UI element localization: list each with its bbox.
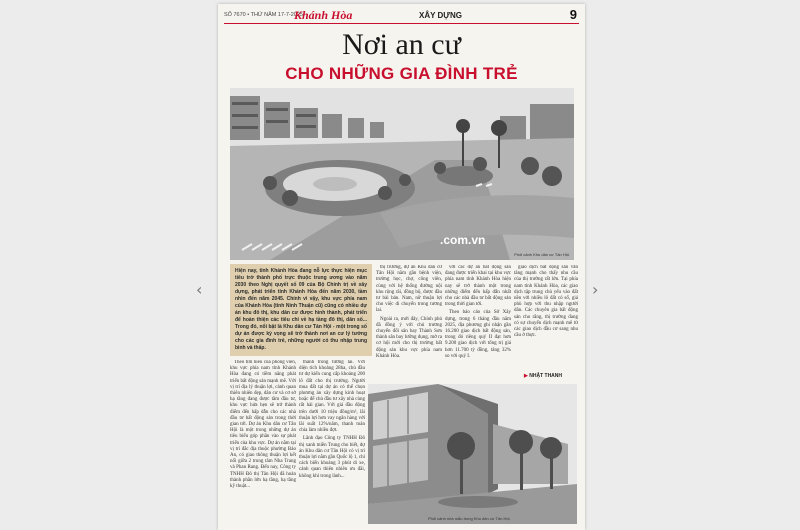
headline-line1: Nơi an cư (342, 28, 461, 61)
author-name: NHẬT THANH (529, 373, 563, 379)
page-number: 9 (569, 7, 577, 22)
next-page-arrow[interactable]: › (592, 280, 599, 299)
paragraph: thị trường, dự án Khu dân cư Tân Hội nằm gần bệnh viện, trường học, chợ, công viên, cùng với hệ thống đường nội khu rộng rãi, đồng bộ, được đầu tư bài bản. Nam, nữ thuận lợi cho việc di chuyển trong tương lai. (376, 265, 442, 314)
paragraph: Ngoài ra, mới đây, Chính phủ đã đồng ý với chủ trương chuyển đổi sân bay Thành Sơn thành sân bay lưỡng dụng, mở ra cơ hội mới cho thị trường bất động sản khu vực phía nam Khánh Hòa. (376, 316, 442, 359)
watermark: .com.vn (440, 233, 486, 247)
aerial-photo (230, 88, 574, 260)
paragraph: giao dịch bất động sản vẫn tăng mạnh cho thấy nhu cầu của thị trường rất lớn. Tại phía nam tỉnh Khánh Hòa, các giao dịch tập trung chủ yếu vào đất nền với nhiều lô đất có sổ, giá phù hợp với thu nhập người dân. Các chuyên gia bất động sản cho rằng, thị trường đang có sự chuyển dịch mạnh mẽ từ các giao dịch đầu cơ sang nhu cầu ở thực. (514, 265, 578, 339)
issue-info: SỐ 7670 • THỨ NĂM 17-7-2025 (224, 12, 303, 18)
body-column-3 (376, 265, 442, 380)
paragraph: Lãnh đạo Công ty TNHH Đô thị xanh miền Trung cho biết, dự án Khu dân cư Tân Hội có vị trí thuận lợi nằm gần Quốc lộ 1, chỉ cách biển khoảng 3 phút di xe, cảnh quan thiên nhiên ưu đãi, không khí trong lành... (299, 436, 365, 479)
house-photo-caption: Phối cảnh nhà mẫu trong Khu dân cư Tân Hội. (428, 516, 511, 521)
house-photo-illustration (368, 384, 577, 524)
newspaper-name: Khánh Hòa (294, 8, 353, 22)
byline: ▶ NHẬT THANH (524, 373, 563, 379)
section-name: XÂY DỰNG (419, 11, 462, 20)
body-column-4 (445, 265, 511, 380)
body-column-1 (230, 360, 296, 528)
paragraph: với các dự án bất động sản đang được triển khai tại khu vực phía nam tỉnh Khánh Hòa hiện nay sẽ trở thành một trong những điểm đến hấp dẫn nhất cho các nhà đầu tư bất động sản trong thời gian tới. (445, 265, 511, 308)
aerial-photo-caption: Phối cảnh Khu dân cư Tân Hội. (514, 252, 570, 257)
house-photo (368, 384, 577, 524)
headline-line2: CHO NHỮNG GIA ĐÌNH TRẺ (285, 64, 518, 83)
lead-paragraph: Hiện nay, tỉnh Khánh Hòa đang nỗ lực thực hiện mục tiêu trở thành phố trực thuộc trung ương vào năm 2030 theo Nghị quyết số 09 của Bộ Chính trị về xây dựng, phát triển tỉnh Khánh Hòa đến năm 2030, tầm nhìn đến năm 2045. Chính vì vậy, khu vực phía nam của Khánh Hòa (tỉnh Ninh Thuận cũ) cũng có nhiều dự án khu đô thị, khu dân cư được hình thành, phát triển để hoàn thiện các tiêu chí về hạ tầng đô thị, dân số... Trong đó, nổi bật là Khu dân cư Tân Hội - một trong số dự án được kỳ vọng sẽ trở thành nơi an cư lý tưởng cho các gia đình trẻ, những người có thu nhập trung bình và thấp. (230, 264, 372, 356)
paragraph: thành trong tương lai. Với diện tích khoảng 28ha, chủ đầu tư dự kiến cung cấp khoảng 200 lô đất cho thị trường. Người mua đất tại dự án có thể chọn phương án xây dựng kinh hoạt hoặc để chủ đầu tư xây nhà cùng rất hài gian. Với giá đầu động trên dưới 10 triệu đồng/m², lãi thuận lợi hơn vay ngân hàng với lãi suất 12%/năm, thanh toán chia làm nhiều đợt. (299, 360, 365, 434)
body-column-2 (299, 360, 365, 528)
body-column-5 (514, 265, 578, 369)
paragraph: Theo tìm hiểu của phóng viên, khu vực phía nam tỉnh Khánh Hòa đang có tiềm năng phát triển bất động sản mạnh mẽ. Với vị trí địa lý thuận lợi, cảnh quan thiên nhiên đẹp, dân cư và cơ sở hạ tầng đang được tầm đầu tư, khu vực hứa hẹn sẽ trở thành điểm đến hấp dẫn cho các nhà đầu tư bất động sản trong thời gian tới. Dự án Khu dân cư Tân Hội là một trong những dự án tiêu biểu góp phần vào sự phát triển của khu vực. Dự án nằm tại vị trí đắc địa thuộc phường Bảo An, có giao thông thuận lợi kết nối giữa 2 trung tâm Nha Trang và Phan Rang. Đến nay, Công ty TNHH Đô thị Tân Hội đã hoàn thành phần lớn hạ tầng, hạ tầng kỹ thuật... (230, 360, 296, 490)
aerial-photo-illustration (230, 88, 574, 260)
paragraph: Theo báo cáo của Sở Xây dựng, trong 6 tháng đầu năm 2025, địa phương ghi nhận gần 16.200 giao dịch bất động sản, trong đó riêng quý II đạt hơn 9.200 giao dịch với tổng trị giá hơn 11.700 tỷ đồng, tăng 32% so với quý I. (445, 310, 511, 359)
newspaper-page (218, 4, 585, 530)
prev-page-arrow[interactable]: ‹ (196, 280, 203, 299)
page-header (224, 9, 579, 24)
